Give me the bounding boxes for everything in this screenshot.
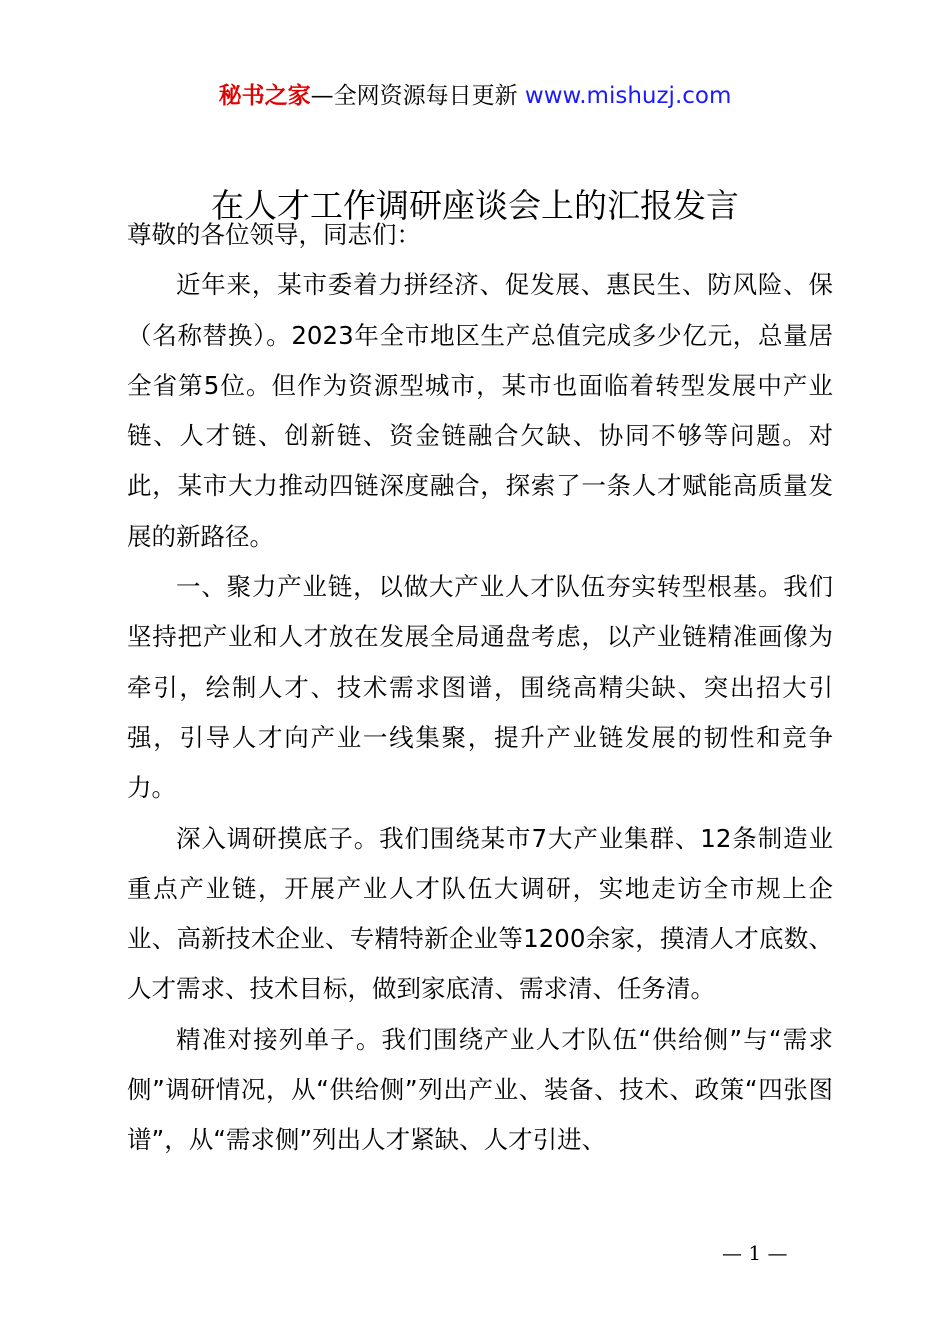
paragraph-matching: 精准对接列单子。我们围绕产业人才队伍“供给侧”与“需求侧”调研情况，从“供给侧”列出产业、装备、技术、政策“四张图谱”，从“需求侧”列出人才紧缺、人才引进、 — [127, 1024, 833, 1155]
paragraph-intro: 近年来，某市委着力拼经济、促发展、惠民生、防风险、保（名称替换）。2023年全市地区生产总值完成多少亿元，总量居全省第5位。但作为资源型城市，某市也面临着转型发展中产业链、人才链、创新链、资金链融合欠缺、协同不够等问题。对此，某市大力推动四链深度融合，探索了一条人才赋能高质量发展的新路径。 — [127, 270, 833, 551]
paragraph-section-one: 一、聚力产业链，以做大产业人才队伍夯实转型根基。我们坚持把产业和人才放在发展全局通盘考虑，以产业链精准画像为牵引，绘制人才、技术需求图谱，围绕高精尖缺、突出招大引强，引导人才向产业一线集聚，提升产业链发展的韧性和竞争力。 — [127, 572, 833, 803]
site-header — [0, 78, 950, 114]
salutation: 尊敬的各位领导，同志们： — [127, 220, 421, 249]
site-url[interactable]: www.mishuzj.com — [524, 83, 732, 109]
header-tagline: —全网资源每日更新 — [310, 83, 525, 109]
paragraph-research: 深入调研摸底子。我们围绕某市7大产业集群、12条制造业重点产业链，开展产业人才队伍大调研，实地走访全市规上企业、高新技术企业、专精特新企业等1200余家，摸清人才底数、人才需求、技术目标，做到家底清、需求清、任务清。 — [127, 823, 833, 1004]
document-body — [127, 210, 833, 1166]
document-title: 在人才工作调研座谈会上的汇报发言 — [211, 186, 739, 225]
brand-name: 秘书之家 — [218, 83, 311, 109]
page-number: — 1 — — [722, 1241, 788, 1265]
